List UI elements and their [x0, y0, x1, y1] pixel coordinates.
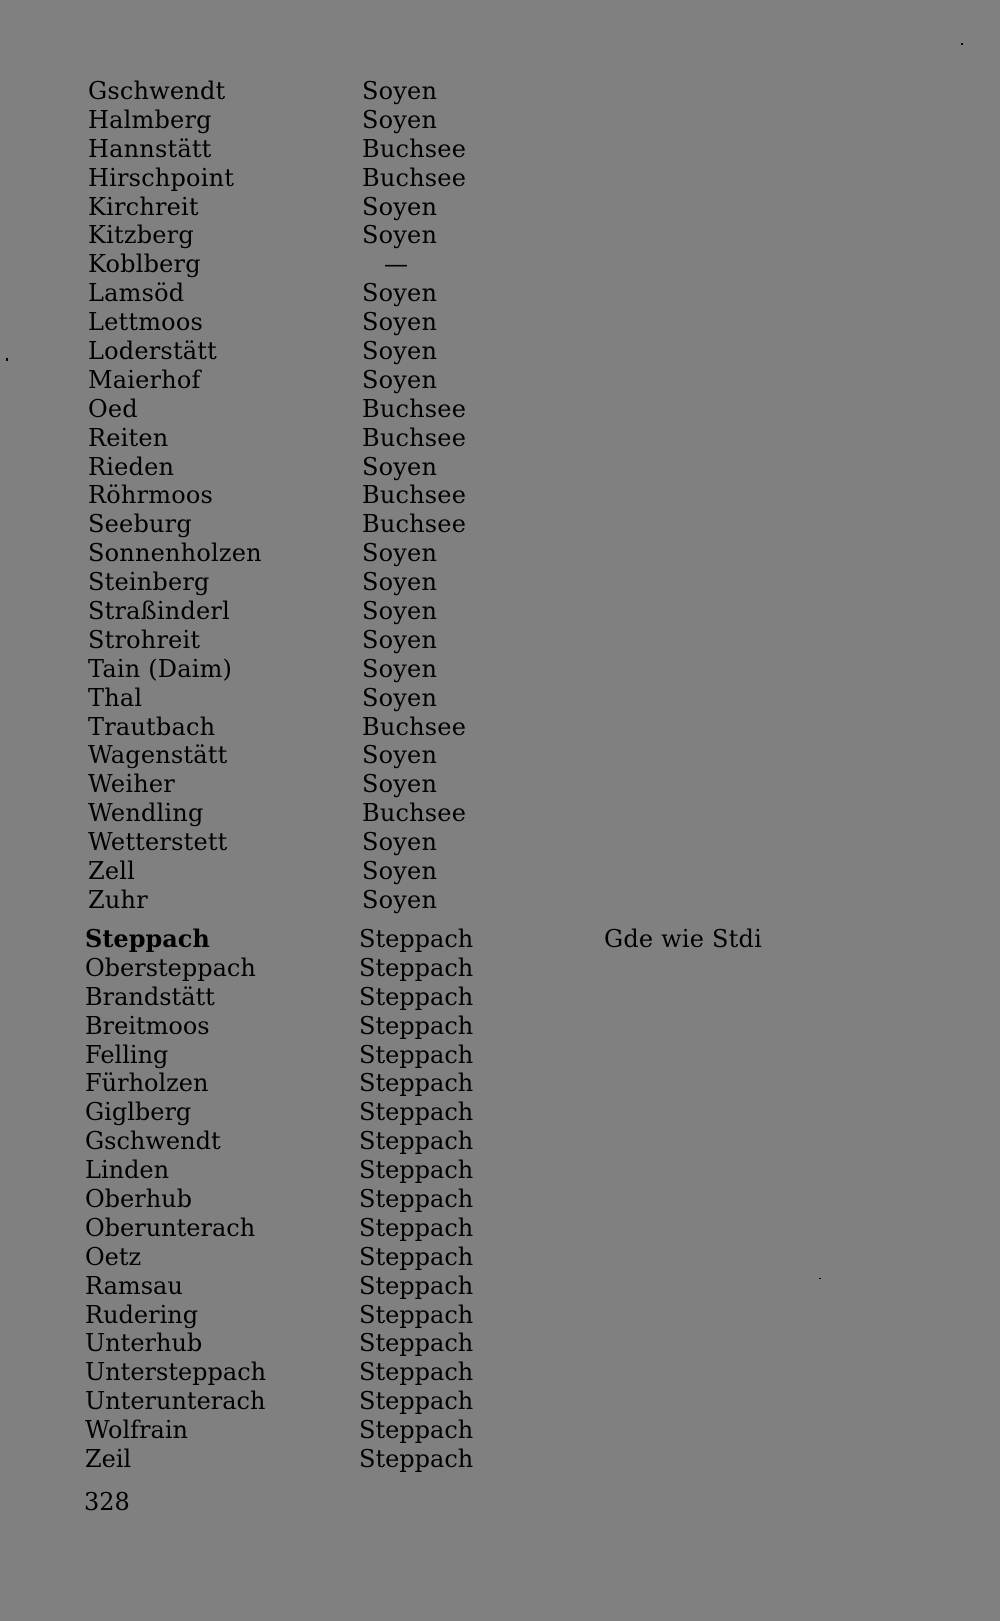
place-name: Giglberg	[85, 1098, 192, 1127]
scan-speck	[6, 358, 8, 361]
place-name: Tain (Daim)	[88, 654, 233, 683]
parish-name: Steppach	[359, 1329, 474, 1358]
place-name: Kitzberg	[88, 221, 194, 250]
parish-name: Steppach	[359, 982, 474, 1011]
parish-name: Soyen	[362, 308, 438, 337]
parish-name: Soyen	[362, 568, 438, 597]
parish-name: Steppach	[359, 1300, 474, 1329]
municipality-heading: Steppach	[85, 924, 210, 953]
place-name: Linden	[85, 1156, 170, 1185]
parish-name: Soyen	[362, 221, 438, 250]
place-name: Gschwendt	[88, 77, 226, 105]
parish-name: Steppach	[359, 1040, 474, 1069]
place-name: Oberhub	[85, 1185, 192, 1214]
place-name: Ramsau	[85, 1271, 183, 1300]
parish-name: Steppach	[359, 1213, 474, 1242]
parish-name: Steppach	[359, 1416, 474, 1445]
parish-name: Buchsee	[362, 163, 467, 192]
note-text: Gde wie Stdi	[604, 925, 762, 953]
place-name: Thal	[88, 683, 143, 712]
parish-name: Steppach	[359, 1445, 474, 1474]
place-name: Lamsöd	[88, 279, 185, 308]
group-b-parish-column	[359, 925, 579, 1474]
place-name: Maierhof	[88, 365, 201, 394]
parish-name: Soyen	[362, 885, 438, 914]
parish-name: Buchsee	[362, 423, 467, 452]
place-name: Oberunterach	[85, 1213, 256, 1242]
parish-name: Steppach	[359, 1387, 474, 1416]
parish-name: Soyen	[362, 770, 438, 799]
parish-name: Soyen	[362, 857, 438, 886]
place-name: Halmberg	[88, 105, 212, 134]
parish-name: Soyen	[362, 192, 438, 221]
place-name: Seeburg	[88, 510, 192, 539]
place-name: Hirschpoint	[88, 163, 235, 192]
scan-speck	[819, 1278, 821, 1279]
place-name: Kirchreit	[88, 192, 199, 221]
parish-name: Soyen	[362, 625, 438, 654]
parish-name: Steppach	[359, 1358, 474, 1387]
place-name: Straßinderl	[88, 597, 230, 626]
place-name: Oetz	[85, 1242, 142, 1271]
parish-name: Steppach	[359, 1069, 474, 1098]
place-name: Zell	[88, 857, 136, 886]
parish-name: Soyen	[362, 337, 438, 366]
place-name: Gschwendt	[85, 1127, 221, 1156]
parish-name: Buchsee	[362, 799, 467, 828]
parish-name: Soyen	[362, 452, 438, 481]
parish-name: Soyen	[362, 539, 438, 568]
scan-speck	[961, 43, 963, 45]
place-name: Obersteppach	[85, 953, 256, 982]
parish-name: Buchsee	[362, 510, 467, 539]
place-name: Felling	[85, 1040, 169, 1069]
parish-name: Buchsee	[362, 481, 467, 510]
place-name: Wetterstett	[88, 828, 228, 857]
place-name: Hannstätt	[88, 134, 212, 163]
place-name: Weiher	[88, 770, 175, 799]
parish-name: Soyen	[362, 683, 438, 712]
parish-name: Steppach	[359, 1271, 474, 1300]
place-name: Wendling	[88, 799, 204, 828]
municipality-note	[604, 925, 904, 954]
parish-name: Steppach	[359, 1185, 474, 1214]
place-name: Oed	[88, 394, 138, 423]
page-number: 328	[84, 1488, 130, 1516]
place-name: Sonnenholzen	[88, 539, 262, 568]
parish-name: Steppach	[359, 1098, 474, 1127]
place-name: Reiten	[88, 423, 169, 452]
group-b-place-column	[85, 925, 345, 1474]
parish-name: Steppach	[359, 1011, 474, 1040]
place-name: Lettmoos	[88, 308, 204, 337]
place-name: Zeil	[85, 1445, 132, 1474]
parish-name: Soyen	[362, 365, 438, 394]
parish-name: Soyen	[362, 828, 438, 857]
place-name: Trautbach	[88, 712, 216, 741]
place-name: Rudering	[85, 1300, 199, 1329]
place-name: Wagenstätt	[88, 741, 228, 770]
place-name: Koblberg	[88, 250, 201, 279]
parish-name: Buchsee	[362, 712, 467, 741]
place-name: Untersteppach	[85, 1358, 267, 1387]
place-name: Strohreit	[88, 625, 201, 654]
parish-name: Soyen	[362, 654, 438, 683]
place-name: Brandstätt	[85, 982, 215, 1011]
place-name: Unterhub	[85, 1329, 203, 1358]
parish-name: Soyen	[362, 105, 438, 134]
place-name: Breitmoos	[85, 1011, 210, 1040]
place-name: Rieden	[88, 452, 175, 481]
parish-name: —	[384, 250, 409, 279]
group-a-place-column	[88, 77, 348, 915]
parish-name: Buchsee	[362, 394, 467, 423]
place-name: Steinberg	[88, 568, 210, 597]
parish-name: Buchsee	[362, 134, 467, 163]
place-name: Röhrmoos	[88, 481, 214, 510]
parish-name: Steppach	[359, 1242, 474, 1271]
parish-name: Steppach	[359, 1156, 474, 1185]
parish-name: Soyen	[362, 597, 438, 626]
place-name: Unterunterach	[85, 1387, 266, 1416]
parish-name: Soyen	[362, 279, 438, 308]
place-name: Fürholzen	[85, 1069, 209, 1098]
parish-name: Soyen	[362, 77, 438, 105]
group-a-parish-column	[362, 77, 582, 915]
parish-name: Steppach	[359, 1127, 474, 1156]
parish-name: Steppach	[359, 925, 474, 953]
place-name: Wolfrain	[85, 1416, 188, 1445]
place-name: Zuhr	[88, 885, 148, 914]
place-name: Loderstätt	[88, 337, 217, 366]
parish-name: Steppach	[359, 953, 474, 982]
parish-name: Soyen	[362, 741, 438, 770]
